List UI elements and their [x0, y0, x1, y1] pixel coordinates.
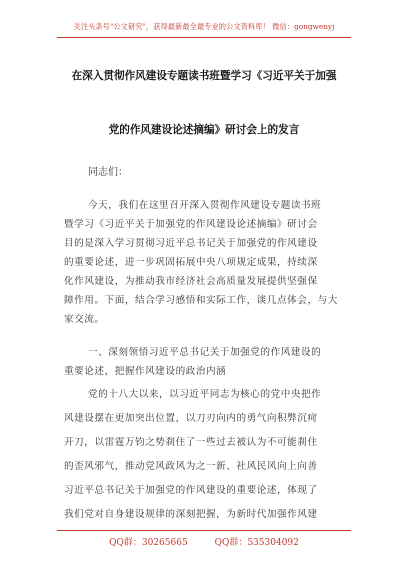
- body-line: 党的十八大以来，以习近平同志为核心的党中央把作: [88, 389, 322, 400]
- body-line: 的重要论述，进一步巩固拓展中央八项规定成果，持续深: [64, 257, 318, 268]
- body-line: 今天，我们在这里召开深入贯彻作风建设专题读书班: [88, 200, 322, 211]
- page-footer: [0, 535, 408, 548]
- body-line: 开刀，以雷霆万钧之势刹住了一些过去被认为不可能刹住: [64, 437, 318, 448]
- body-line: 我们党对自身建设规律的深刻把握，为新时代加强作风建: [64, 509, 318, 520]
- document-title-line-2: 党的作风建设论述摘编》研讨会上的发言: [108, 124, 300, 136]
- body-line: 习近平总书记关于加强党的作风建设的重要论述，体现了: [64, 485, 318, 496]
- header-divider: [57, 37, 351, 38]
- body-line: 的歪风邪气，推动党风政风为之一新、社风民风向上向善: [64, 461, 318, 472]
- body-line: 家交流。: [64, 314, 105, 325]
- salutation: 同志们：: [88, 167, 128, 178]
- footer-qq-group-2: QQ群：535304092: [214, 538, 299, 548]
- footer-divider: [57, 530, 351, 531]
- footer-qq-group-1: QQ群：30265665: [109, 538, 188, 548]
- section-heading-line: 一、深刻领悟习近平总书记关于加强党的作风建设的: [88, 347, 322, 358]
- document-title-line-1: 在深入贯彻作风建设专题读书班暨学习《习近平关于加强: [71, 70, 337, 82]
- body-line: 障作用。下面，结合学习感悟和实际工作，谈几点体会，与大: [64, 295, 338, 306]
- body-line: 暨学习《习近平关于加强党的作风建设论述摘编》研讨会: [64, 219, 318, 230]
- body-line: 目的是深入学习贯彻习近平总书记关于加强党的作风建设: [64, 238, 318, 249]
- page-header-banner: 关注头条号"公文研究"，获得最新最全最专业的公文资料库！ 微信：gongwenyj: [73, 22, 335, 31]
- body-line: 风建设摆在更加突出位置，以刀刃向内的勇气向积弊沉疴: [64, 413, 318, 424]
- section-heading-line: 重要论述，把握作风建设的政治内涵: [64, 366, 227, 377]
- body-line: 化作风建设，为推动我市经济社会高质量发展提供坚强保: [64, 276, 318, 287]
